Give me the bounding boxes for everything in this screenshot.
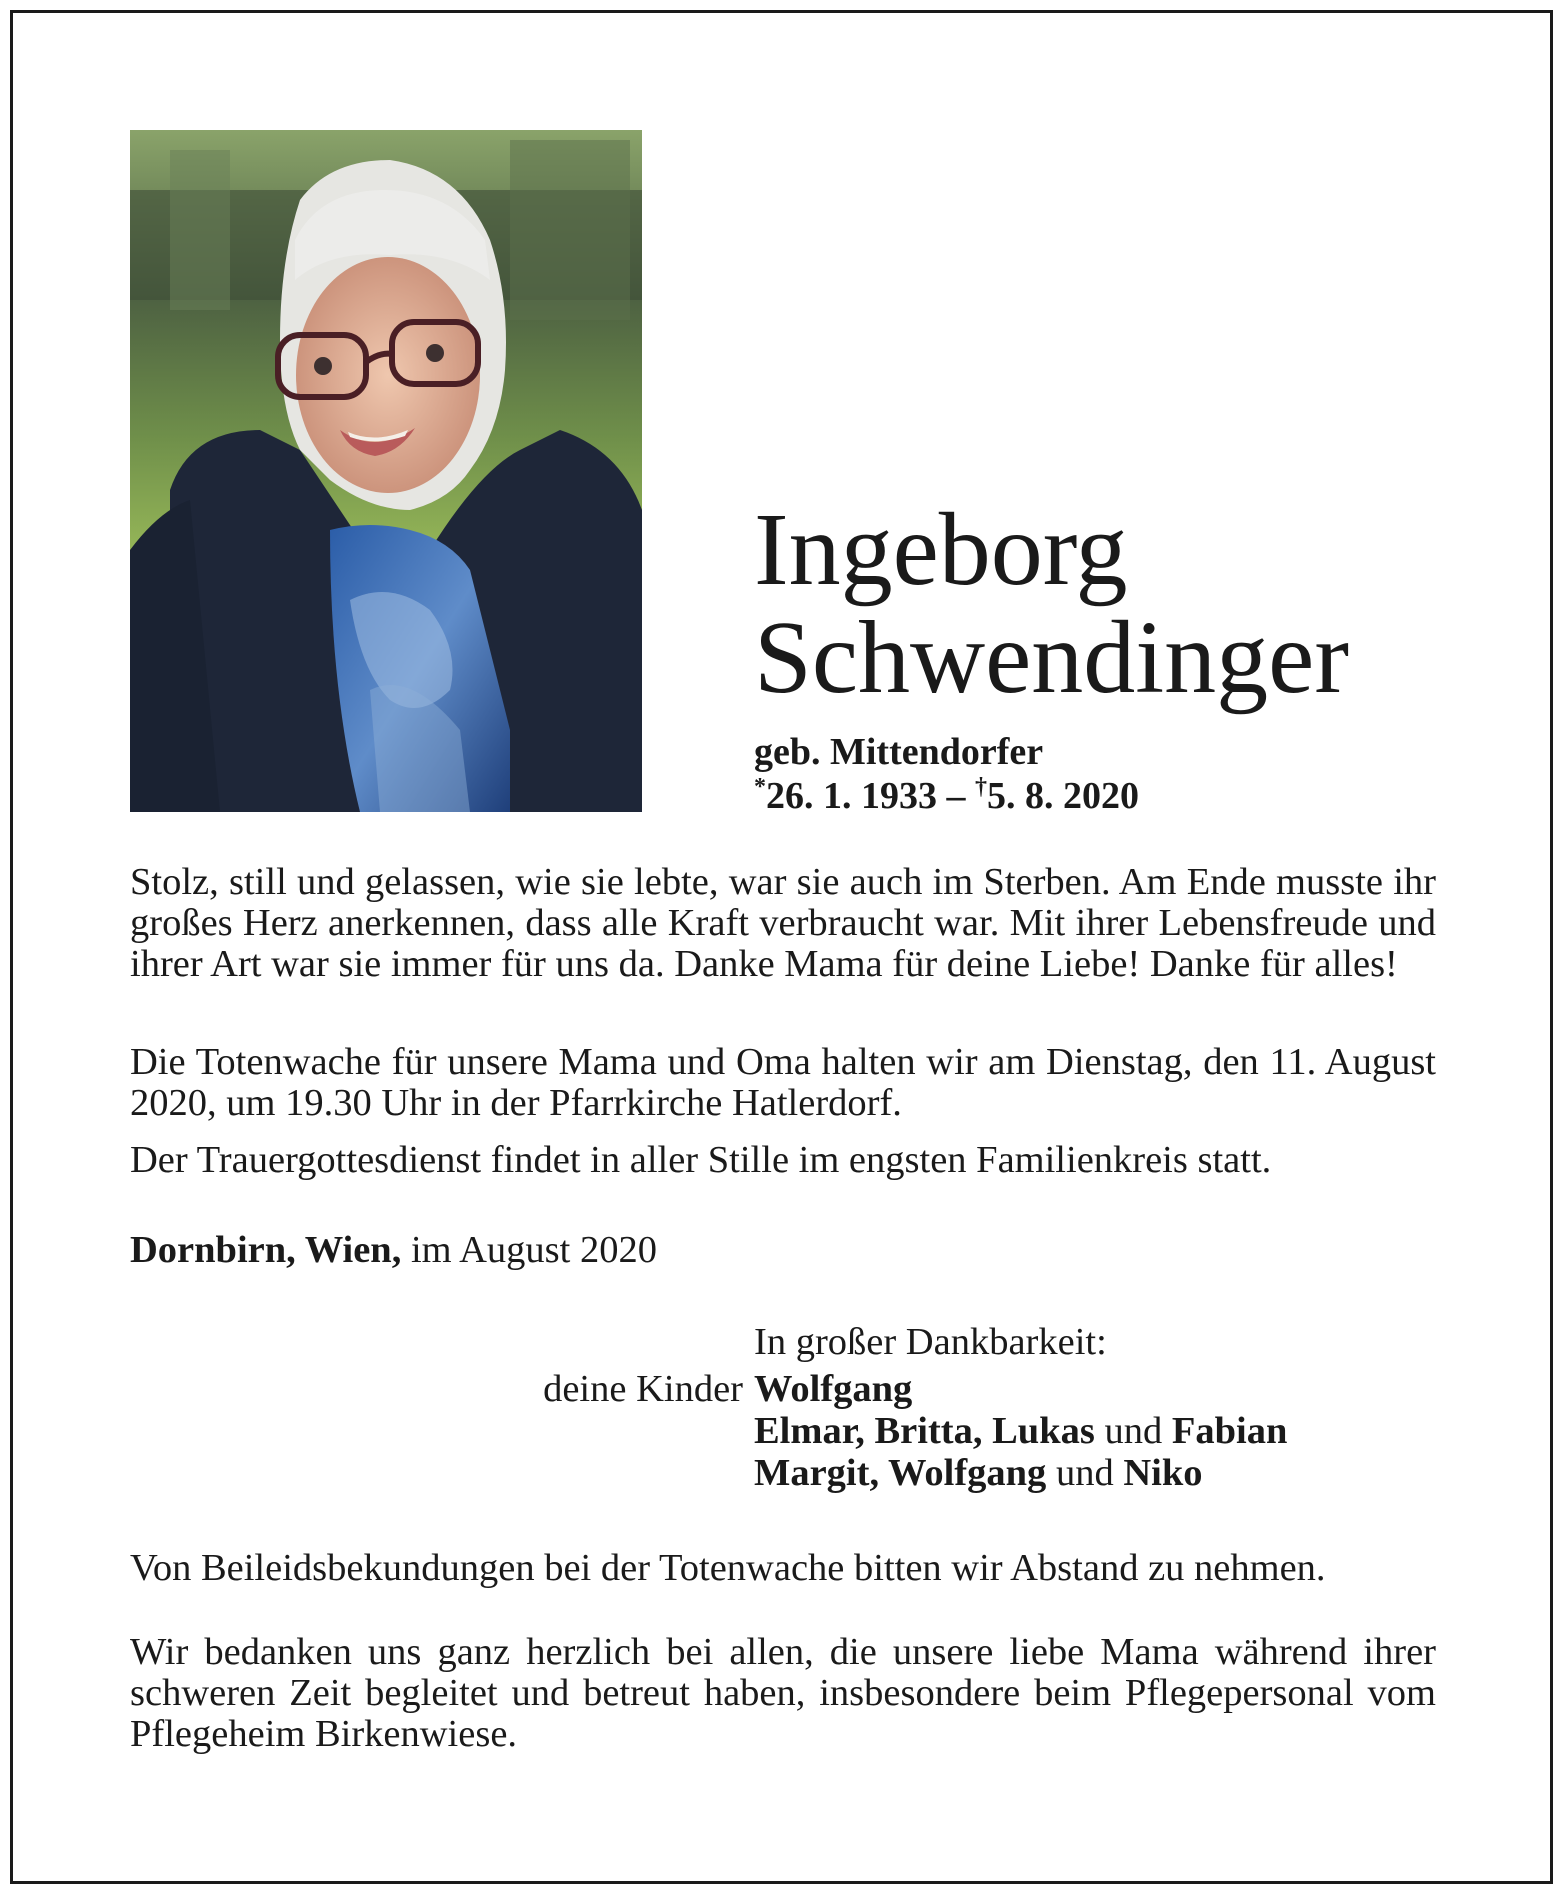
deceased-name [754,492,1349,715]
conjunction: und [1094,1410,1172,1452]
birth-date: 26. 1. 1933 [766,775,937,817]
condolence-note: Von Beileidsbekundungen bei der Totenwache bitten wir Abstand zu nehmen. [130,1547,1326,1589]
first-name: Ingeborg [754,492,1128,607]
date-separator: – [937,775,975,817]
maiden-name: geb. Mittendorfer [754,731,1044,773]
family-line-3 [754,1452,1202,1494]
life-dates [754,774,1139,818]
thanks-heading: In großer Dankbarkeit: [754,1321,1107,1363]
wake-paragraph: Die Totenwache für unsere Mama und Oma halten wir am Dienstag, den 11. August 2020, um 19.30 Uhr in der Pfarrkirche Hatlerdorf. [130,1041,1436,1124]
conjunction: und [1046,1452,1124,1494]
family-label: deine Kinder [543,1368,743,1410]
family-name: Margit, Wolfgang [754,1452,1047,1494]
family-line-1 [754,1368,912,1410]
place-date-line [130,1228,657,1272]
death-date: 5. 8. 2020 [987,775,1139,817]
intro-paragraph: Stolz, still und gelassen, wie sie lebte, war sie auch im Sterben. Am Ende musste ihr großes Herz anerkennen, dass alle Kraft verbraucht war. Mit ihrer Lebensfreude und ihrer Art war sie immer für uns da. Danke Mama für deine Liebe! Danke für alles! [130,861,1436,985]
death-symbol: † [975,774,987,800]
place-date: im August 2020 [401,1229,657,1271]
family-name: Wolfgang [754,1368,913,1410]
service-paragraph: Der Trauergottesdienst findet in aller Stille im engsten Familienkreis statt. [130,1139,1272,1181]
birth-symbol: * [754,774,766,800]
final-thanks-paragraph: Wir bedanken uns ganz herzlich bei allen, die unsere liebe Mama während ihrer schweren Zeit begleitet und betreut haben, insbesondere beim Pflegepersonal vom Pflegeheim Birkenwiese. [130,1631,1436,1755]
place-cities: Dornbirn, Wien, [130,1229,402,1271]
family-line-2 [754,1410,1287,1452]
family-name: Elmar, Britta, Lukas [754,1410,1095,1452]
family-name: Niko [1123,1452,1203,1494]
family-name: Fabian [1171,1410,1288,1452]
last-name: Schwendinger [754,600,1349,715]
portrait-photo [130,130,642,812]
